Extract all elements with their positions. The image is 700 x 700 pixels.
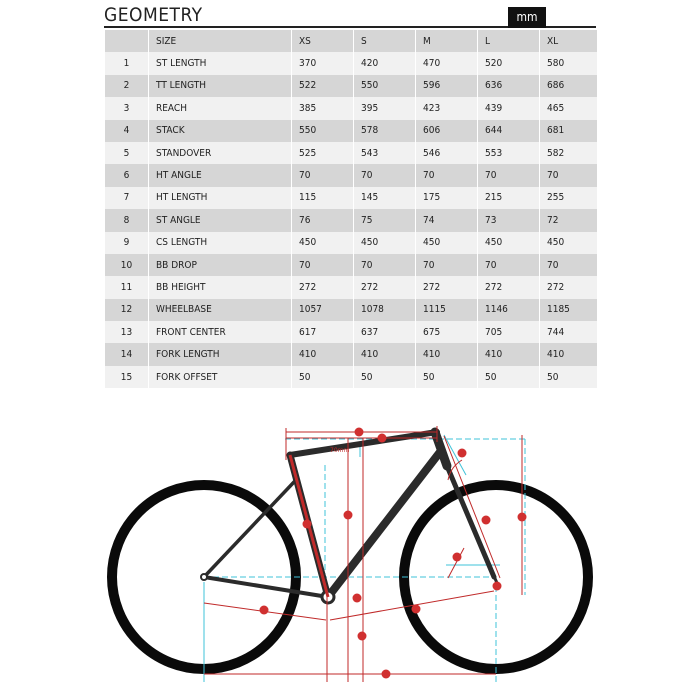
row-measurement-name: STACK <box>149 120 291 142</box>
row-value: 578 <box>354 120 415 142</box>
row-value: 410 <box>478 343 539 365</box>
row-value: 520 <box>478 52 539 74</box>
geometry-table <box>104 30 598 388</box>
row-value: 450 <box>292 232 353 254</box>
header-cell-size: SIZE <box>149 30 291 52</box>
row-number: 14 <box>105 343 148 365</box>
row-value: 50 <box>354 366 415 388</box>
row-value: 50 <box>540 366 597 388</box>
row-number: 6 <box>105 164 148 186</box>
row-value: 75 <box>354 209 415 231</box>
table-row <box>105 142 597 164</box>
row-value: 215 <box>478 187 539 209</box>
row-value: 385 <box>292 97 353 119</box>
header-cell-s: S <box>354 30 415 52</box>
row-measurement-name: BB HEIGHT <box>149 276 291 298</box>
row-value: 675 <box>416 321 477 343</box>
row-value: 272 <box>478 276 539 298</box>
row-value: 450 <box>416 232 477 254</box>
row-measurement-name: STANDOVER <box>149 142 291 164</box>
row-value: 1078 <box>354 299 415 321</box>
row-value: 686 <box>540 75 597 97</box>
row-value: 70 <box>416 164 477 186</box>
row-value: 644 <box>478 120 539 142</box>
row-value: 465 <box>540 97 597 119</box>
row-value: 617 <box>292 321 353 343</box>
row-value: 70 <box>540 164 597 186</box>
row-value: 73 <box>478 209 539 231</box>
row-measurement-name: CS LENGTH <box>149 232 291 254</box>
row-value: 70 <box>540 254 597 276</box>
row-measurement-name: WHEELBASE <box>149 299 291 321</box>
header-cell-xl: XL <box>540 30 597 52</box>
table-row <box>105 97 597 119</box>
table-row <box>105 276 597 298</box>
row-value: 70 <box>292 254 353 276</box>
row-value: 546 <box>416 142 477 164</box>
row-number: 4 <box>105 120 148 142</box>
row-value: 522 <box>292 75 353 97</box>
row-number: 10 <box>105 254 148 276</box>
row-measurement-name: FORK LENGTH <box>149 343 291 365</box>
dimension-label: 70mm <box>330 447 350 454</box>
header-cell-m: M <box>416 30 477 52</box>
row-value: 70 <box>354 164 415 186</box>
row-value: 370 <box>292 52 353 74</box>
header-cell-number <box>105 30 148 52</box>
row-value: 1146 <box>478 299 539 321</box>
row-value: 450 <box>354 232 415 254</box>
row-value: 70 <box>478 164 539 186</box>
geometry-title: GEOMETRY <box>104 4 203 26</box>
row-measurement-name: HT LENGTH <box>149 187 291 209</box>
row-number: 7 <box>105 187 148 209</box>
table-row <box>105 232 597 254</box>
row-measurement-name: TT LENGTH <box>149 75 291 97</box>
table-row <box>105 209 597 231</box>
row-number: 2 <box>105 75 148 97</box>
row-value: 272 <box>292 276 353 298</box>
row-value: 76 <box>292 209 353 231</box>
row-value: 72 <box>540 209 597 231</box>
table-row <box>105 254 597 276</box>
row-value: 470 <box>416 52 477 74</box>
row-value: 637 <box>354 321 415 343</box>
row-value: 681 <box>540 120 597 142</box>
row-number: 15 <box>105 366 148 388</box>
bike-geometry-diagram <box>0 400 700 700</box>
table-row <box>105 120 597 142</box>
row-value: 145 <box>354 187 415 209</box>
row-measurement-name: HT ANGLE <box>149 164 291 186</box>
row-value: 50 <box>416 366 477 388</box>
row-number: 13 <box>105 321 148 343</box>
row-value: 550 <box>292 120 353 142</box>
row-value: 439 <box>478 97 539 119</box>
row-value: 272 <box>354 276 415 298</box>
table-row <box>105 164 597 186</box>
row-measurement-name: FRONT CENTER <box>149 321 291 343</box>
row-value: 582 <box>540 142 597 164</box>
header-cell-l: L <box>478 30 539 52</box>
row-value: 606 <box>416 120 477 142</box>
header-cell-xs: XS <box>292 30 353 52</box>
row-value: 410 <box>354 343 415 365</box>
row-value: 423 <box>416 97 477 119</box>
unit-badge: mm <box>508 7 546 28</box>
row-value: 255 <box>540 187 597 209</box>
row-number: 5 <box>105 142 148 164</box>
row-measurement-name: ST LENGTH <box>149 52 291 74</box>
row-value: 115 <box>292 187 353 209</box>
row-value: 175 <box>416 187 477 209</box>
row-value: 636 <box>478 75 539 97</box>
table-row <box>105 75 597 97</box>
row-value: 70 <box>478 254 539 276</box>
row-value: 525 <box>292 142 353 164</box>
table-header-row <box>105 30 597 52</box>
row-value: 410 <box>416 343 477 365</box>
geometry-header <box>104 4 596 28</box>
table-row <box>105 187 597 209</box>
table-row <box>105 52 597 74</box>
table-body <box>105 52 597 388</box>
row-value: 70 <box>354 254 415 276</box>
table-row <box>105 343 597 365</box>
row-measurement-name: FORK OFFSET <box>149 366 291 388</box>
row-value: 543 <box>354 142 415 164</box>
row-measurement-name: ST ANGLE <box>149 209 291 231</box>
row-value: 550 <box>354 75 415 97</box>
row-value: 272 <box>416 276 477 298</box>
row-number: 1 <box>105 52 148 74</box>
row-value: 744 <box>540 321 597 343</box>
row-value: 596 <box>416 75 477 97</box>
row-measurement-name: BB DROP <box>149 254 291 276</box>
row-measurement-name: REACH <box>149 97 291 119</box>
row-value: 553 <box>478 142 539 164</box>
row-value: 410 <box>292 343 353 365</box>
row-number: 3 <box>105 97 148 119</box>
row-number: 12 <box>105 299 148 321</box>
row-value: 1115 <box>416 299 477 321</box>
row-number: 11 <box>105 276 148 298</box>
row-value: 272 <box>540 276 597 298</box>
row-value: 74 <box>416 209 477 231</box>
table-row <box>105 321 597 343</box>
row-value: 50 <box>292 366 353 388</box>
row-value: 450 <box>540 232 597 254</box>
row-value: 1185 <box>540 299 597 321</box>
row-value: 450 <box>478 232 539 254</box>
row-value: 70 <box>416 254 477 276</box>
row-value: 580 <box>540 52 597 74</box>
row-number: 9 <box>105 232 148 254</box>
row-value: 50 <box>478 366 539 388</box>
row-value: 410 <box>540 343 597 365</box>
table-row <box>105 366 597 388</box>
row-value: 420 <box>354 52 415 74</box>
row-number: 8 <box>105 209 148 231</box>
row-value: 1057 <box>292 299 353 321</box>
table-row <box>105 299 597 321</box>
row-value: 70 <box>292 164 353 186</box>
row-value: 395 <box>354 97 415 119</box>
row-value: 705 <box>478 321 539 343</box>
